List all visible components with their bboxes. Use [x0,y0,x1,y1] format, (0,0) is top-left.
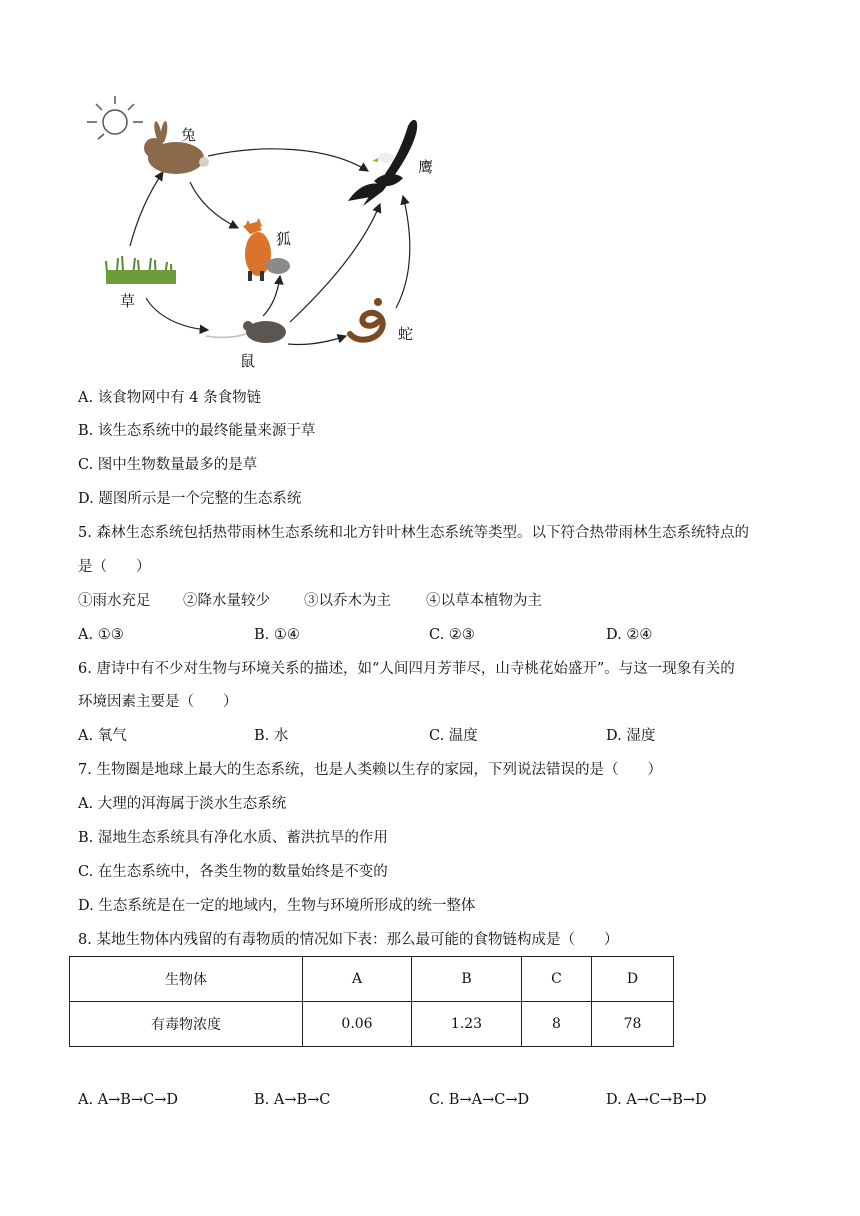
snake-icon [350,298,383,340]
table-header-cell: D [592,957,674,1002]
table-header-cell: 生物体 [70,957,303,1002]
grass-label: 草 [120,292,136,310]
q7-stem: 7. 生物圈是地球上最大的生态系统，也是人类赖以生存的家园，下列说法错误的是（ ） [78,762,662,778]
table-header-cell: C [522,957,592,1002]
q8-stem: 8. 某地生物体内残留的有毒物质的情况如下表：那么最可能的食物链构成是（ ） [78,932,619,948]
q7-option-a: A. 大理的洱海属于淡水生态系统 [78,796,287,812]
arrow-rabbit-fox [190,182,238,228]
q5-statement-3: ③以乔木为主 [304,593,391,609]
q6-option-a: A. 氧气 [78,728,127,744]
toxin-table [69,956,674,1047]
q4-option-b: B. 该生态系统中的最终能量来源于草 [78,423,316,439]
table-cell: 78 [592,1002,674,1047]
arrow-grass-rabbit [130,172,163,246]
mouse-label: 鼠 [240,352,256,370]
q5-option-c: C. ②③ [429,627,475,643]
table-header-row [70,957,674,1002]
rabbit-label: 兔 [181,126,197,144]
table-row [70,1002,674,1047]
arrow-rabbit-eagle [208,149,368,171]
table-cell: 8 [522,1002,592,1047]
q5-stem-line1: 5. 森林生态系统包括热带雨林生态系统和北方针叶林生态系统等类型。以下符合热带雨林生态系统特点的 [78,525,749,541]
q4-option-a: A. 该食物网中有 4 条食物链 [78,390,262,406]
mouse-icon [206,321,286,343]
q6-option-d: D. 湿度 [606,728,656,744]
arrow-mouse-snake [288,336,346,345]
q8-option-c: C. B→A→C→D [429,1092,530,1108]
q6-stem-line2: 环境因素主要是（ ） [78,694,238,710]
q8-option-b: B. A→B→C [254,1092,331,1108]
table-cell: 0.06 [303,1002,412,1047]
q4-option-d: D. 题图所示是一个完整的生态系统 [78,491,302,507]
q7-option-b: B. 湿地生态系统具有净化水质、蓄洪抗旱的作用 [78,830,388,846]
q5-statement-2: ②降水量较少 [183,593,270,609]
q7-option-d: D. 生态系统是在一定的地域内，生物与环境所形成的统一整体 [78,898,476,914]
q8-option-d: D. A→C→B→D [606,1092,707,1108]
arrow-mouse-fox [263,276,280,316]
eagle-icon [348,120,417,206]
q6-option-b: B. 水 [254,728,289,744]
q7-option-c: C. 在生态系统中，各类生物的数量始终是不变的 [78,864,388,880]
food-web-diagram [78,86,458,376]
arrow-mouse-eagle [290,204,380,322]
q6-option-c: C. 温度 [429,728,478,744]
snake-label: 蛇 [398,325,414,343]
q5-statement-1: ①雨水充足 [78,593,151,609]
eagle-label: 鹰 [418,158,434,176]
table-header-cell: B [412,957,522,1002]
q5-option-d: D. ②④ [606,627,653,643]
fox-icon [243,218,290,281]
q4-option-c: C. 图中生物数量最多的是草 [78,457,258,473]
q5-option-a: A. ①③ [78,627,124,643]
arrow-grass-mouse [146,298,208,330]
q5-option-b: B. ①④ [254,627,300,643]
table-cell: 有毒物浓度 [70,1002,303,1047]
q6-stem-line1: 6. 唐诗中有不少对生物与环境关系的描述，如“人间四月芳菲尽，山寺桃花始盛开”。与这一现象有关的 [78,661,735,677]
rabbit-icon [144,121,209,174]
grass-icon [106,256,176,284]
q5-statement-4: ④以草本植物为主 [426,593,542,609]
table-header-cell: A [303,957,412,1002]
sun-icon [87,96,143,139]
q5-stem-line2: 是（ ） [78,559,151,575]
arrow-snake-eagle [396,196,410,308]
table-cell: 1.23 [412,1002,522,1047]
fox-label: 狐 [276,230,292,248]
q8-option-a: A. A→B→C→D [78,1092,178,1108]
